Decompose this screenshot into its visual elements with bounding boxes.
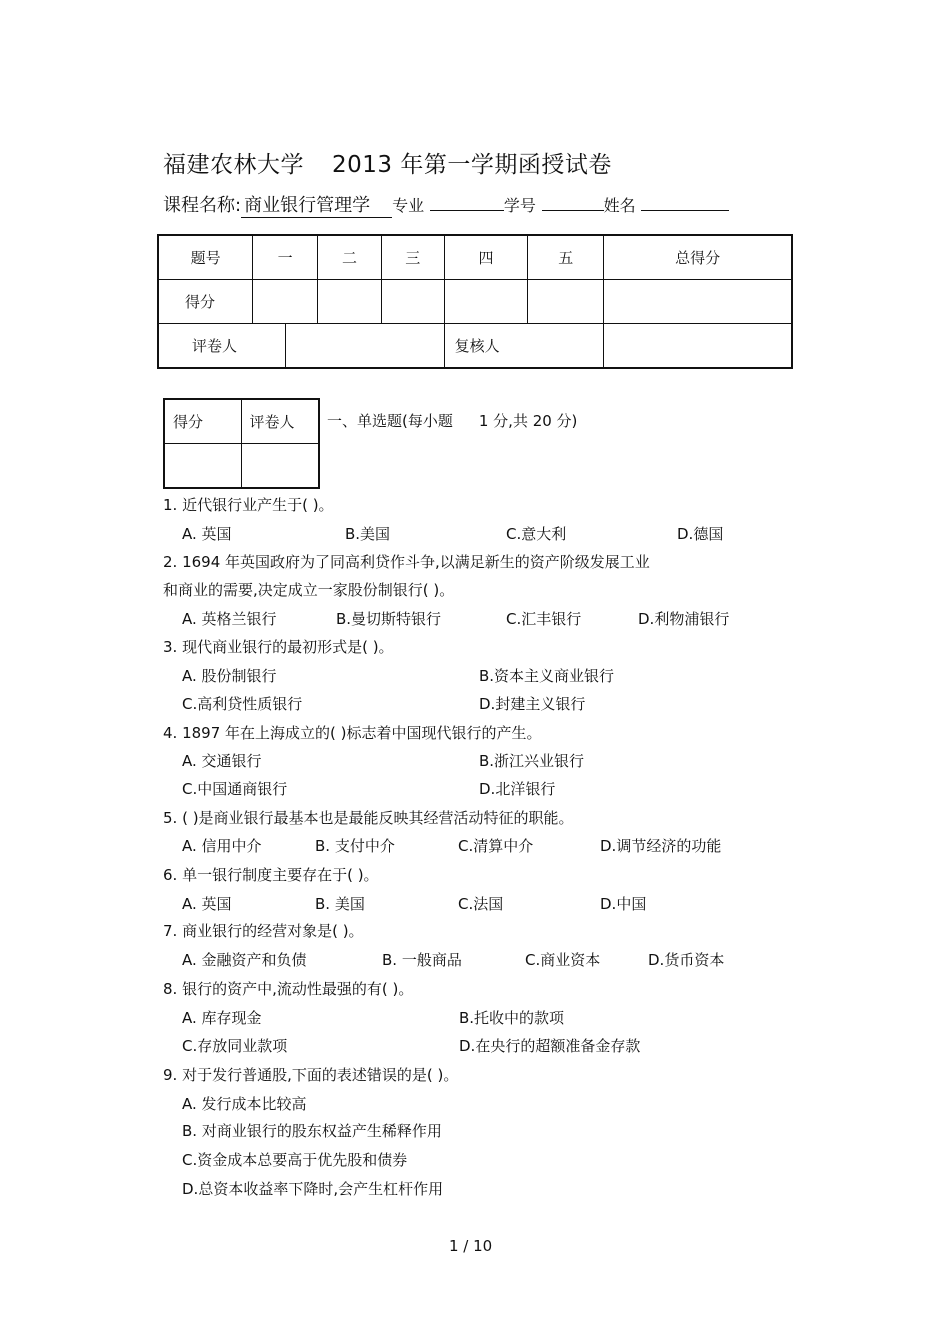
exam-title bbox=[163, 146, 612, 179]
option-d[interactable]: D.封建主义银行 bbox=[479, 695, 586, 713]
question-stem: 6. 单一银行制度主要存在于( )。 bbox=[163, 866, 379, 884]
score-header-cell: 题号 bbox=[158, 235, 253, 280]
section-grader-label: 评卷人 bbox=[241, 399, 319, 444]
option-c[interactable]: C.法国 bbox=[458, 895, 504, 913]
option-a[interactable]: A. 库存现金 bbox=[182, 1009, 262, 1027]
grader-label: 评卷人 bbox=[158, 324, 286, 369]
score-header-cell: 四 bbox=[444, 235, 528, 280]
score-table-grader-row bbox=[158, 324, 792, 369]
option-d[interactable]: D.调节经济的功能 bbox=[600, 837, 722, 855]
section-grader-cell[interactable] bbox=[241, 444, 319, 489]
section-score-box bbox=[163, 398, 320, 489]
score-header-cell: 二 bbox=[318, 235, 382, 280]
score-header-cell: 一 bbox=[253, 235, 318, 280]
name-label: 姓名 bbox=[603, 196, 636, 215]
section-heading-text: 一、单选题(每小题 bbox=[327, 412, 453, 430]
section-heading bbox=[327, 410, 577, 431]
section-heading-points: 1 分,共 20 分) bbox=[478, 412, 578, 430]
option-c[interactable]: C.意大利 bbox=[506, 525, 567, 543]
option-b[interactable]: B.浙江兴业银行 bbox=[479, 752, 585, 770]
option-c[interactable]: C.中国通商银行 bbox=[182, 780, 288, 798]
question-stem: 4. 1897 年在上海成立的( )标志着中国现代银行的产生。 bbox=[163, 724, 542, 742]
score-cell[interactable] bbox=[318, 280, 382, 324]
major-blank[interactable] bbox=[430, 196, 504, 211]
question-stem: 8. 银行的资产中,流动性最强的有( )。 bbox=[163, 980, 414, 998]
course-value: 商业银行管理学 bbox=[241, 191, 392, 218]
option-b[interactable]: B. 支付中介 bbox=[315, 837, 395, 855]
option-a[interactable]: A. 信用中介 bbox=[182, 837, 262, 855]
option-b[interactable]: B. 一般商品 bbox=[382, 951, 462, 969]
score-header-cell: 五 bbox=[528, 235, 604, 280]
option-c[interactable]: C.高利贷性质银行 bbox=[182, 695, 303, 713]
option-b[interactable]: B. 对商业银行的股东权益产生稀释作用 bbox=[182, 1122, 442, 1140]
option-b[interactable]: B. 美国 bbox=[315, 895, 365, 913]
option-a[interactable]: A. 金融资产和负债 bbox=[182, 951, 307, 969]
student-id-blank[interactable] bbox=[542, 196, 604, 211]
name-blank[interactable] bbox=[641, 196, 729, 211]
option-d[interactable]: D.北洋银行 bbox=[479, 780, 556, 798]
reviewer-label: 复核人 bbox=[444, 324, 603, 369]
page-number: 1 / 10 bbox=[449, 1237, 493, 1255]
option-a[interactable]: A. 英格兰银行 bbox=[182, 610, 277, 628]
grader-cell[interactable] bbox=[286, 324, 444, 369]
option-c[interactable]: C.汇丰银行 bbox=[506, 610, 582, 628]
question-stem: 9. 对于发行普通股,下面的表述错误的是( )。 bbox=[163, 1066, 459, 1084]
score-cell[interactable] bbox=[604, 280, 792, 324]
option-a[interactable]: A. 英国 bbox=[182, 525, 232, 543]
option-b[interactable]: B.曼切斯特银行 bbox=[336, 610, 442, 628]
section-score-label: 得分 bbox=[164, 399, 241, 444]
score-header-cell: 总得分 bbox=[604, 235, 792, 280]
course-label: 课程名称: bbox=[163, 195, 242, 216]
option-b[interactable]: B.资本主义商业银行 bbox=[479, 667, 615, 685]
section-score-cell[interactable] bbox=[164, 444, 241, 489]
score-cell[interactable] bbox=[381, 280, 444, 324]
student-id-label: 学号 bbox=[503, 196, 536, 215]
score-cell[interactable] bbox=[528, 280, 604, 324]
option-a[interactable]: A. 股份制银行 bbox=[182, 667, 277, 685]
option-d[interactable]: D.德国 bbox=[677, 525, 724, 543]
option-a[interactable]: A. 交通银行 bbox=[182, 752, 262, 770]
question-stem: 1. 近代银行业产生于( )。 bbox=[163, 496, 334, 514]
option-a[interactable]: A. 英国 bbox=[182, 895, 232, 913]
question-stem: 2. 1694 年英国政府为了同高利贷作斗争,以满足新生的资产阶级发展工业 bbox=[163, 553, 650, 571]
score-header-cell: 三 bbox=[381, 235, 444, 280]
major-label: 专业 bbox=[392, 196, 425, 215]
option-d[interactable]: D.货币资本 bbox=[648, 951, 725, 969]
course-info-line bbox=[163, 191, 729, 218]
option-b[interactable]: B.美国 bbox=[345, 525, 391, 543]
score-table bbox=[157, 234, 793, 369]
reviewer-cell[interactable] bbox=[604, 324, 792, 369]
question-stem-continued: 和商业的需要,决定成立一家股份制银行( )。 bbox=[163, 581, 455, 599]
question-stem: 5. ( )是商业银行最基本也是最能反映其经营活动特征的职能。 bbox=[163, 809, 574, 827]
option-d[interactable]: D.在央行的超额准备金存款 bbox=[459, 1037, 641, 1055]
score-cell[interactable] bbox=[444, 280, 528, 324]
option-c[interactable]: C.存放同业款项 bbox=[182, 1037, 288, 1055]
score-row-label: 得分 bbox=[158, 280, 253, 324]
exam-title-term: 2013 年第一学期函授试卷 bbox=[332, 152, 612, 178]
option-d[interactable]: D.中国 bbox=[600, 895, 647, 913]
option-b[interactable]: B.托收中的款项 bbox=[459, 1009, 565, 1027]
option-d[interactable]: D.利物浦银行 bbox=[638, 610, 730, 628]
option-c[interactable]: C.商业资本 bbox=[525, 951, 601, 969]
option-a[interactable]: A. 发行成本比较高 bbox=[182, 1095, 307, 1113]
option-c[interactable]: C.清算中介 bbox=[458, 837, 534, 855]
question-stem: 7. 商业银行的经营对象是( )。 bbox=[163, 922, 364, 940]
question-stem: 3. 现代商业银行的最初形式是( )。 bbox=[163, 638, 394, 656]
option-c[interactable]: C.资金成本总要高于优先股和债券 bbox=[182, 1151, 408, 1169]
score-cell[interactable] bbox=[253, 280, 318, 324]
option-d[interactable]: D.总资本收益率下降时,会产生杠杆作用 bbox=[182, 1180, 444, 1198]
exam-title-school: 福建农林大学 bbox=[163, 152, 304, 178]
score-table-score-row bbox=[158, 280, 792, 324]
score-table-header-row bbox=[158, 235, 792, 280]
